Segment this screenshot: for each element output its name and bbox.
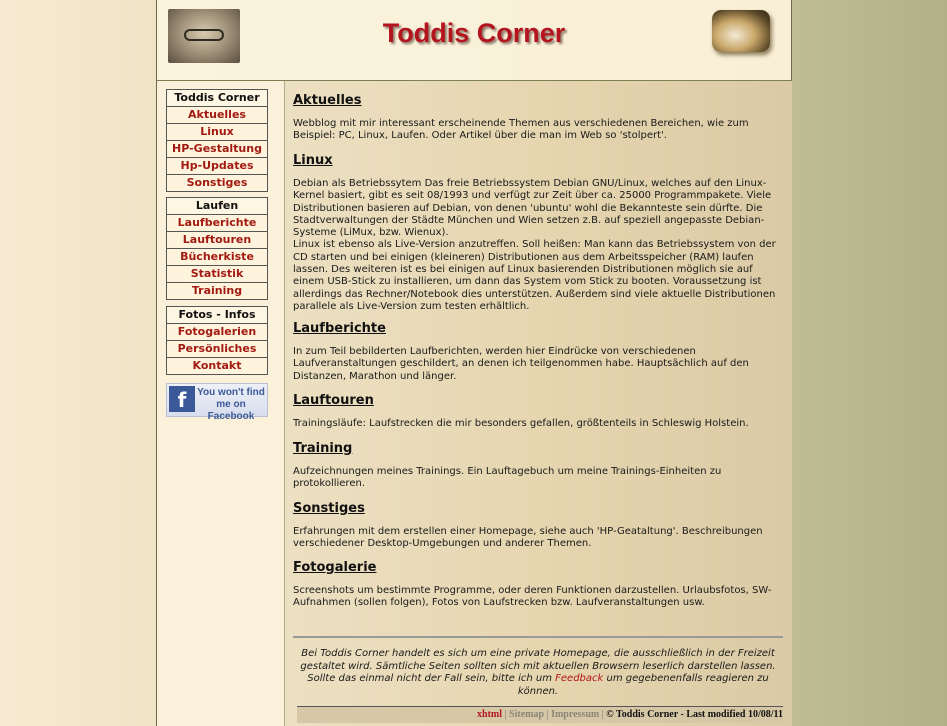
section-text: Erfahrungen mit dem erstellen einer Homepage, siehe auch 'HP-Geataltung'. Beschreibungen verschiedener Desktop-Umgebungen und anderer Themen.	[293, 526, 763, 550]
section-text: Trainingsläufe: Laufstrecken die mir besonders gefallen, größtenteils in Schleswig Holstein.	[293, 418, 749, 429]
section-text-2: Linux ist ebenso als Live-Version anzutreffen. Soll heißen: Man kann das Betriebssystem von der CD starten und bei einigen (kleineren) Distributionen aus dem Arbeitsspeicher (RAM) laufen lassen. Des weiteren ist es bei einigen auf Linux basierenden Distributionen möglich sie auf einem USB-Stick zu installieren, um dann das System vom Stick zu booten. Voraussetzung ist allerdings das Rechner/Notebook dies unterstützen. Außerdem sind viele aktuelle Distributionen parallele als Live-Version zum testen erhältlich.	[293, 239, 776, 312]
nav-item-persoenliches[interactable]: Persönliches	[167, 341, 267, 358]
nav-group-heading: Laufen	[167, 198, 267, 215]
xhtml-link[interactable]: xhtml	[477, 709, 503, 720]
footer-note-text: Bei Toddis Corner handelt es sich um eine private Homepage, die ausschließlich in der Freizeit gestaltet wird. Sämtliche Seiten sollten sich mit aktuellen Browsern leserlich darstellen lassen. Sollte das einmal nicht der Fall sein, bitte ich um	[300, 648, 776, 684]
section-heading: Laufberichte	[293, 321, 386, 336]
footer-note	[297, 648, 779, 698]
section-sonstiges	[293, 501, 783, 551]
header	[157, 0, 791, 81]
impressum-link[interactable]: Impressum	[551, 709, 600, 720]
nav-item-statistik[interactable]: Statistik	[167, 266, 267, 283]
nav-item-laufberichte[interactable]: Laufberichte	[167, 215, 267, 232]
section-heading: Aktuelles	[293, 93, 362, 108]
section-heading: Lauftouren	[293, 393, 374, 408]
section-linux	[293, 153, 783, 313]
section-lauftouren	[293, 393, 783, 430]
copyright-text: © Toddis Corner - Last modified 10/08/11	[606, 709, 783, 720]
footer-note-text-end: um gegebenenfalls reagieren zu können.	[517, 673, 769, 697]
nav-item-kontakt[interactable]: Kontakt	[167, 358, 267, 374]
nav-group-heading: Toddis Corner	[167, 90, 267, 107]
nav-item-aktuelles[interactable]: Aktuelles	[167, 107, 267, 124]
page-container	[156, 0, 792, 726]
sidebar	[157, 81, 284, 726]
header-photo-image	[712, 10, 770, 52]
section-heading: Sonstiges	[293, 501, 365, 516]
nav-item-hp-gestaltung[interactable]: HP-Gestaltung	[167, 141, 267, 158]
footer-divider	[293, 636, 783, 638]
nav-group-heading: Fotos - Infos	[167, 307, 267, 324]
facebook-badge[interactable]	[166, 383, 268, 422]
section-text: Screenshots um bestimmte Programme, oder deren Funktionen darzustellen. Urlaubsfotos, SW-Aufnahmen (sollen folgen), Fotos von Laufstrecken bzw. Laufveranstaltungen usw.	[293, 585, 772, 609]
section-laufberichte	[293, 321, 783, 383]
nav-item-lauftouren[interactable]: Lauftouren	[167, 232, 267, 249]
nav-item-sonstiges[interactable]: Sonstiges	[167, 175, 267, 191]
section-heading: Fotogalerie	[293, 560, 377, 575]
nav-item-training[interactable]: Training	[167, 283, 267, 299]
main-content	[284, 81, 792, 726]
sitemap-link[interactable]: Sitemap	[509, 709, 545, 720]
nav-item-buecherkiste[interactable]: Bücherkiste	[167, 249, 267, 266]
section-text: Aufzeichnungen meines Trainings. Ein Lauftagebuch um meine Trainings-Einheiten zu protokollieren.	[293, 466, 722, 490]
nav-item-fotogalerien[interactable]: Fotogalerien	[167, 324, 267, 341]
section-training	[293, 441, 783, 491]
footer-separator: |	[546, 709, 549, 720]
section-text: In zum Teil bebilderten Laufberichten, werden hier Eindrücke von verschiedenen Laufveranstaltungen geschildert, an denen ich teilgenommen habe. Hauptsächlich auf den Distanzen, Marathon und länger.	[293, 346, 749, 382]
nav-item-hp-updates[interactable]: Hp-Updates	[167, 158, 267, 175]
feedback-link[interactable]: Feedback	[555, 673, 604, 684]
footer-separator: |	[601, 709, 604, 720]
section-heading: Linux	[293, 153, 333, 168]
section-fotogalerie	[293, 560, 783, 610]
facebook-icon: f	[169, 386, 195, 412]
section-heading: Training	[293, 441, 353, 456]
section-text: Debian als Betriebssytem Das freie Betriebssystem Debian GNU/Linux, welches auf den Linux-Kernel basiert, gibt es seit 08/1993 und verfügt zur Zeit über ca. 25000 Programmpakete. Viele Distributionen basieren auf Debian, von denen 'ubuntu' wohl die Bekannteste sein dürfte. Die Stadtverwaltungen der Städte München und Wien setzen z.B. auf speziell angepasste Debian-Systeme (LiMux, bzw. Wienux).	[293, 178, 772, 239]
nav-group-fotos-infos	[166, 306, 268, 375]
facebook-badge-text: You won't find me on Facebook	[197, 387, 265, 422]
footer-separator: |	[504, 709, 507, 720]
footer-bar	[297, 706, 783, 723]
nav-item-linux[interactable]: Linux	[167, 124, 267, 141]
site-title: Toddis Corner	[382, 18, 566, 48]
section-aktuelles	[293, 93, 783, 143]
nav-group-laufen	[166, 197, 268, 300]
nav-group-toddis-corner	[166, 89, 268, 192]
section-text: Webblog mit mir interessant erscheinende Themen aus verschiedenen Bereichen, wie zum Beispiel: PC, Linux, Laufen. Oder Artikel über die man im Web so 'stolpert'.	[293, 118, 749, 142]
